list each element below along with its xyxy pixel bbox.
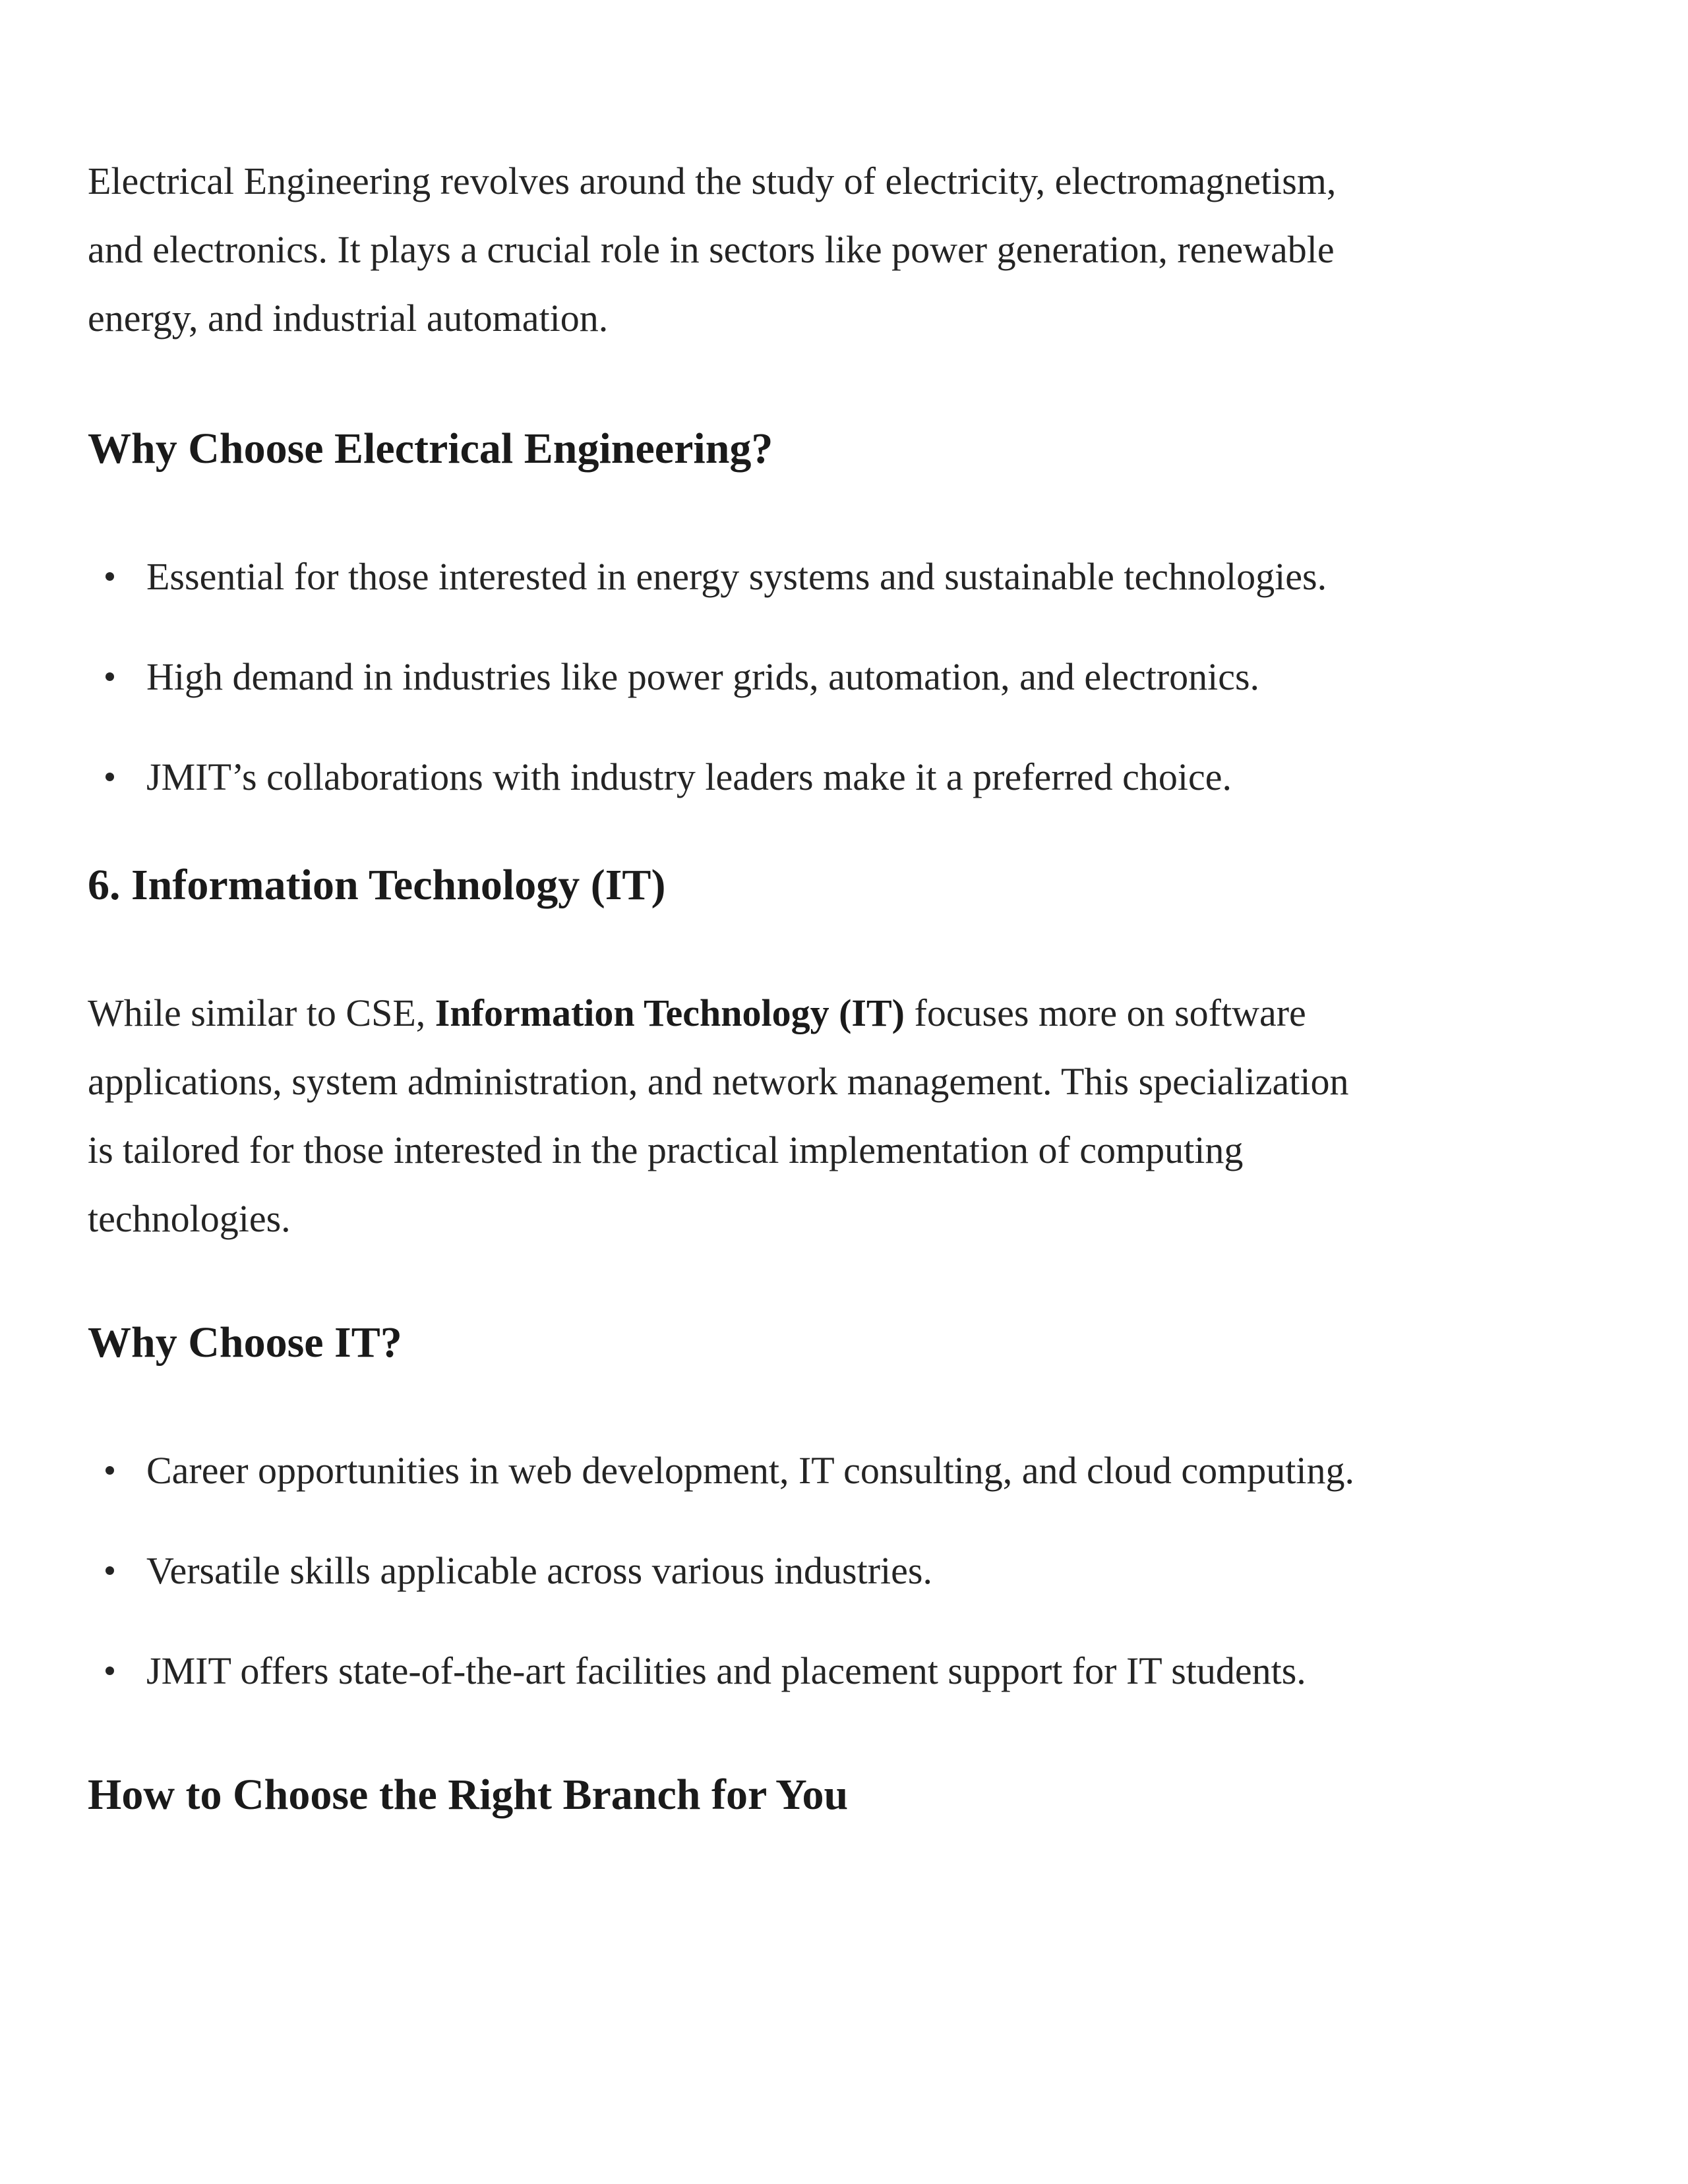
bullet-icon — [106, 1667, 114, 1675]
ee-benefits-list — [88, 543, 1589, 812]
paragraph-line: Electrical Engineering revolves around the study of electricity, electromagnetism, — [88, 160, 1337, 202]
heading-why-choose-it: Why Choose IT? — [88, 1318, 402, 1367]
list-item-text: Career opportunities in web development, IT consulting, and cloud computing. — [146, 1449, 1354, 1492]
article-content — [88, 147, 1589, 1825]
heading-how-to-choose-branch: How to Choose the Right Branch for You — [88, 1771, 849, 1819]
list-item-text: Versatile skills applicable across various industries. — [146, 1549, 932, 1592]
paragraph-line: is tailored for those interested in the practical implementation of computing — [88, 1129, 1244, 1171]
paragraph-text: While similar to CSE, — [88, 991, 435, 1034]
list-item — [88, 643, 1589, 711]
bullet-icon — [106, 1466, 114, 1475]
bullet-icon — [106, 672, 114, 681]
list-item-text: Essential for those interested in energy systems and sustainable technologies. — [146, 555, 1327, 598]
bullet-icon — [106, 572, 114, 581]
list-item — [88, 1637, 1589, 1705]
paragraph-line: applications, system administration, and network management. This specialization — [88, 1060, 1349, 1103]
paragraph-line: and electronics. It plays a crucial role in sectors like power generation, renewable — [88, 228, 1335, 271]
list-item — [88, 1537, 1589, 1605]
list-item — [88, 1436, 1589, 1505]
paragraph-line: energy, and industrial automation. — [88, 297, 609, 339]
heading-why-choose-ee: Why Choose Electrical Engineering? — [88, 425, 773, 473]
list-item — [88, 543, 1589, 611]
list-item — [88, 743, 1589, 812]
heading-information-technology: 6. Information Technology (IT) — [88, 861, 666, 909]
intro-paragraph — [88, 147, 1589, 353]
bullet-icon — [106, 1566, 114, 1575]
list-item-text: JMIT offers state-of-the-art facilities and placement support for IT students. — [146, 1649, 1306, 1692]
bold-text: Information Technology (IT) — [435, 991, 905, 1034]
paragraph-line: technologies. — [88, 1197, 291, 1240]
list-item-text: High demand in industries like power grids, automation, and electronics. — [146, 655, 1260, 698]
bullet-icon — [106, 773, 114, 781]
it-paragraph — [88, 979, 1589, 1253]
it-benefits-list — [88, 1436, 1589, 1705]
paragraph-text: focuses more on software — [905, 991, 1306, 1034]
paragraph-line — [88, 979, 1589, 1048]
list-item-text: JMIT’s collaborations with industry leaders make it a preferred choice. — [146, 755, 1232, 798]
